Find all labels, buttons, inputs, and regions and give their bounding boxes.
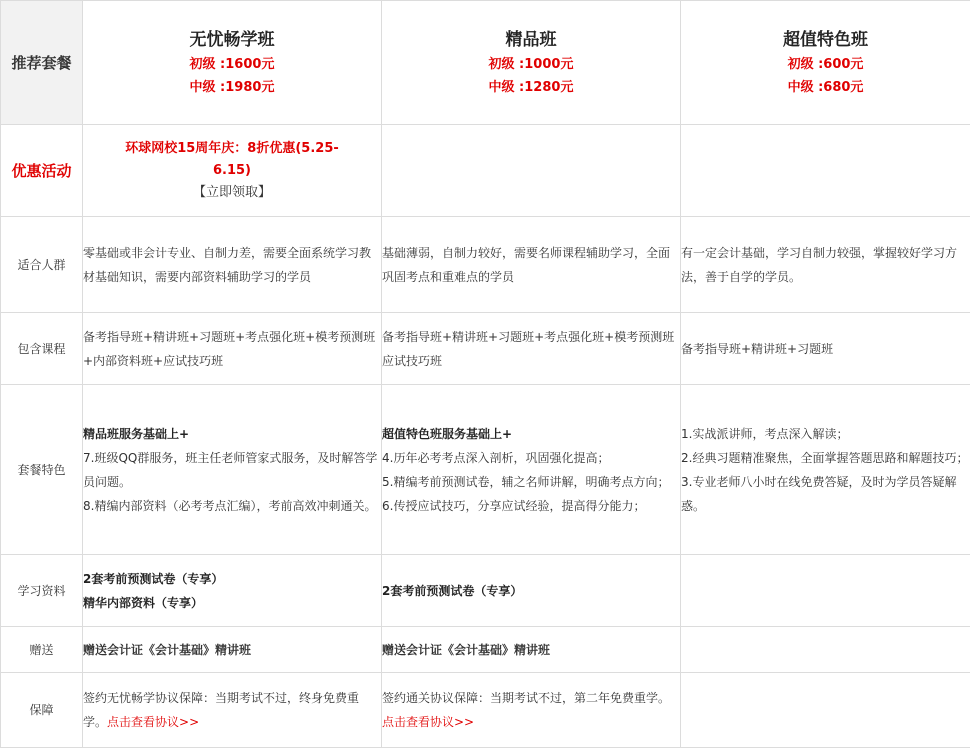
row-audience bbox=[1, 217, 970, 313]
row-guarantee bbox=[1, 673, 970, 748]
feature-item: 6.传授应试技巧，分享应试经验，提高得分能力； bbox=[382, 494, 680, 518]
row-gift bbox=[1, 627, 970, 673]
guarantee-cell bbox=[382, 673, 681, 748]
material-item: 精华内部资料（专享） bbox=[83, 591, 381, 615]
gift-text: 赠送会计证《会计基础》精讲班 bbox=[382, 627, 681, 673]
features-cell bbox=[382, 385, 681, 555]
row-label-package: 推荐套餐 bbox=[1, 1, 83, 125]
promo-text-cont: 6.15) bbox=[83, 160, 381, 182]
promo-text: 环球网校15周年庆：8折优惠(5.25- bbox=[83, 138, 381, 160]
features-title: 超值特色班服务基础上+ bbox=[382, 422, 680, 446]
price-middle: 中级 :1280元 bbox=[382, 76, 680, 99]
features-cell bbox=[681, 385, 970, 555]
feature-item: 4.历年必考考点深入剖析，巩固强化提高； bbox=[382, 446, 680, 470]
gift-text: 赠送会计证《会计基础》精讲班 bbox=[83, 627, 382, 673]
materials-cell bbox=[382, 555, 681, 627]
row-features bbox=[1, 385, 970, 555]
audience-text: 基础薄弱，自制力较好，需要名师课程辅助学习，全面巩固考点和重难点的学员 bbox=[382, 217, 681, 313]
price-primary: 初级 :1000元 bbox=[382, 53, 680, 76]
row-label-audience: 适合人群 bbox=[1, 217, 83, 313]
features-title: 精品班服务基础上+ bbox=[83, 422, 381, 446]
promo-cell bbox=[83, 125, 382, 217]
empty-cell bbox=[681, 125, 970, 217]
price-middle: 中级 :680元 bbox=[681, 76, 970, 99]
material-item: 2套考前预测试卷（专享） bbox=[382, 579, 680, 603]
empty-cell bbox=[681, 673, 970, 748]
guarantee-cell bbox=[83, 673, 382, 748]
view-agreement-link[interactable]: 点击查看协议>> bbox=[107, 715, 199, 729]
package-header-chaozhi bbox=[681, 1, 970, 125]
feature-item: 1.实战派讲师，考点深入解读； bbox=[681, 422, 970, 446]
empty-cell bbox=[681, 555, 970, 627]
empty-cell bbox=[681, 627, 970, 673]
courses-text: 备考指导班+精讲班+习题班+考点强化班+模考预测班+内部资料班+应试技巧班 bbox=[83, 313, 382, 385]
package-name: 超值特色班 bbox=[681, 27, 970, 53]
price-primary: 初级 :1600元 bbox=[83, 53, 381, 76]
feature-item: 3.专业老师八小时在线免费答疑，及时为学员答疑解惑。 bbox=[681, 470, 970, 518]
row-courses bbox=[1, 313, 970, 385]
row-label-features: 套餐特色 bbox=[1, 385, 83, 555]
view-agreement-link[interactable]: 点击查看协议>> bbox=[382, 715, 474, 729]
material-item: 2套考前预测试卷（专享） bbox=[83, 567, 381, 591]
guarantee-text: 签约通关协议保障：当期考试不过，第二年免费重学。 bbox=[382, 691, 670, 705]
price-middle: 中级 :1980元 bbox=[83, 76, 381, 99]
package-name: 精品班 bbox=[382, 27, 680, 53]
row-label-promo: 优惠活动 bbox=[1, 125, 83, 217]
audience-text: 零基础或非会计专业、自制力差，需要全面系统学习教材基础知识，需要内部资料辅助学习的学员 bbox=[83, 217, 382, 313]
claim-offer-link[interactable]: 【立即领取】 bbox=[83, 182, 381, 204]
empty-cell bbox=[382, 125, 681, 217]
price-primary: 初级 :600元 bbox=[681, 53, 970, 76]
package-name: 无忧畅学班 bbox=[83, 27, 381, 53]
package-header-jingpin bbox=[382, 1, 681, 125]
feature-item: 8.精编内部资料（必考考点汇编），考前高效冲刺通关。 bbox=[83, 494, 381, 518]
row-label-guarantee: 保障 bbox=[1, 673, 83, 748]
materials-cell bbox=[83, 555, 382, 627]
audience-text: 有一定会计基础，学习自制力较强，掌握较好学习方法，善于自学的学员。 bbox=[681, 217, 970, 313]
row-promo bbox=[1, 125, 970, 217]
features-cell bbox=[83, 385, 382, 555]
row-label-gift: 赠送 bbox=[1, 627, 83, 673]
guarantee-text: 签约无忧畅学协议保障：当期考试不过，终身免费重学。 bbox=[83, 691, 359, 729]
row-materials bbox=[1, 555, 970, 627]
row-label-materials: 学习资料 bbox=[1, 555, 83, 627]
courses-text: 备考指导班+精讲班+习题班 bbox=[681, 313, 970, 385]
courses-text: 备考指导班+精讲班+习题班+考点强化班+模考预测班应试技巧班 bbox=[382, 313, 681, 385]
feature-item: 5.精编考前预测试卷，辅之名师讲解，明确考点方向； bbox=[382, 470, 680, 494]
feature-item: 7.班级QQ群服务，班主任老师管家式服务，及时解答学员问题。 bbox=[83, 446, 381, 494]
row-package bbox=[1, 1, 970, 125]
package-header-wuyou bbox=[83, 1, 382, 125]
row-label-courses: 包含课程 bbox=[1, 313, 83, 385]
feature-item: 2.经典习题精准聚焦，全面掌握答题思路和解题技巧； bbox=[681, 446, 970, 470]
